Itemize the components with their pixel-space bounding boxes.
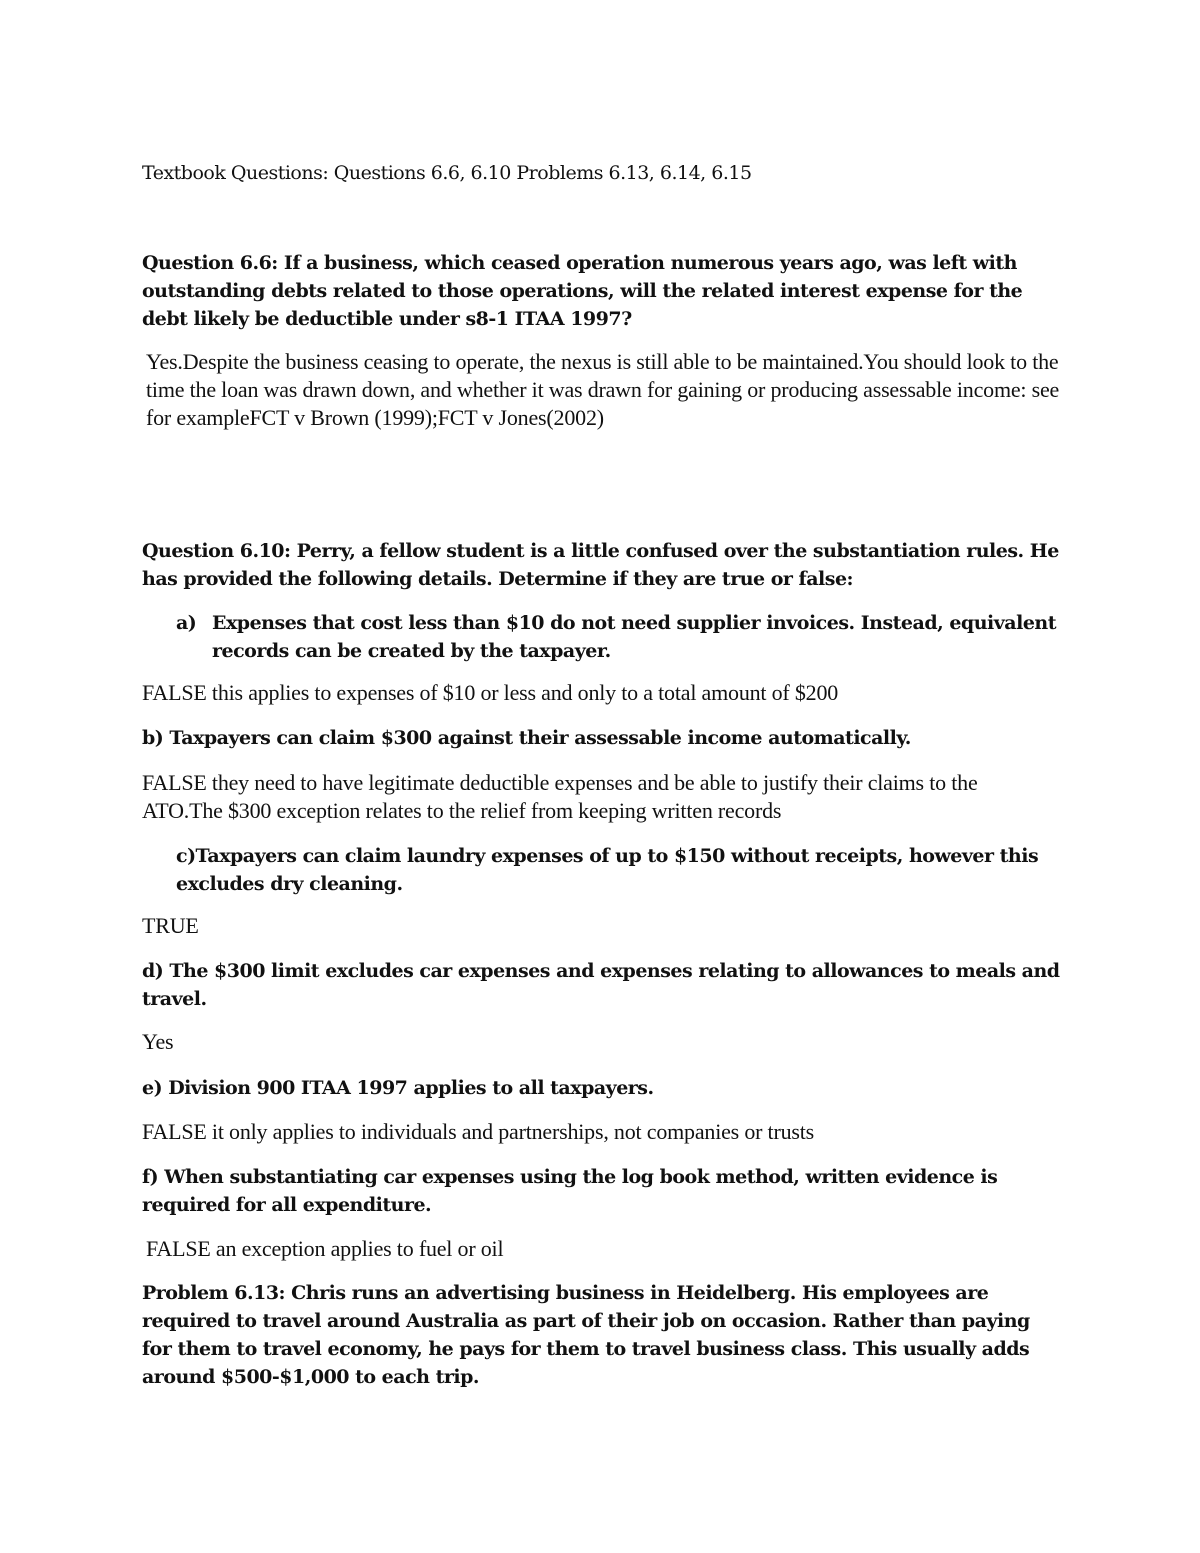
item-c-statement: c)Taxpayers can claim laundry expenses of up to $150 without receipts, however this excludes dry cleaning. <box>176 845 1039 895</box>
item-b-statement: b) Taxpayers can claim $300 against their assessable income automatically. <box>142 727 911 749</box>
item-a-text: Expenses that cost less than $10 do not need supplier invoices. Instead, equivalent records can be created by the taxpayer. <box>212 612 1056 662</box>
item-d-answer: Yes <box>142 1029 174 1054</box>
item-e-answer: FALSE it only applies to individuals and partnerships, not companies or trusts <box>142 1119 815 1144</box>
item-b-answer: FALSE they need to have legitimate deductible expenses and be able to justify their claims to the ATO.The $300 exception relates to the relief from keeping written records <box>142 770 978 823</box>
item-a-answer: FALSE this applies to expenses of $10 or less and only to a total amount of $200 <box>142 680 839 705</box>
item-e-statement: e) Division 900 ITAA 1997 applies to all taxpayers. <box>142 1077 654 1099</box>
item-a-marker: a) <box>176 612 197 634</box>
item-f-answer: FALSE an exception applies to fuel or oil <box>146 1236 504 1261</box>
item-f-statement: f) When substantiating car expenses using the log book method, written evidence is required for all expenditure. <box>142 1166 998 1216</box>
item-d-statement: d) The $300 limit excludes car expenses and expenses relating to allowances to meals and travel. <box>142 960 1060 1010</box>
question-6-10: Question 6.10: Perry, a fellow student is a little confused over the substantiation rules. He has provided the following details. Determine if they are true or false: <box>142 540 1059 590</box>
answer-6-6: Yes.Despite the business ceasing to operate, the nexus is still able to be maintained.You should look to the time the loan was drawn down, and whether it was drawn for gaining or producing assessable income: see for exampleFCT v Brown (1999);FCT v Jones(2002) <box>146 349 1060 430</box>
item-a-statement <box>176 609 1056 665</box>
document-title: Textbook Questions: Questions 6.6, 6.10 Problems 6.13, 6.14, 6.15 <box>142 162 752 184</box>
question-6-6: Question 6.6: If a business, which ceased operation numerous years ago, was left with outstanding debts related to those operations, will the related interest expense for the debt likely be deductible under s8-1 ITAA 1997? <box>142 252 1023 330</box>
item-c-answer: TRUE <box>142 913 199 938</box>
problem-6-13: Problem 6.13: Chris runs an advertising business in Heidelberg. His employees are required to travel around Australia as part of their job on occasion. Rather than paying for them to travel economy, he pays for them to travel business class. This usually adds around $500-$1,000 to each trip. <box>142 1282 1030 1388</box>
